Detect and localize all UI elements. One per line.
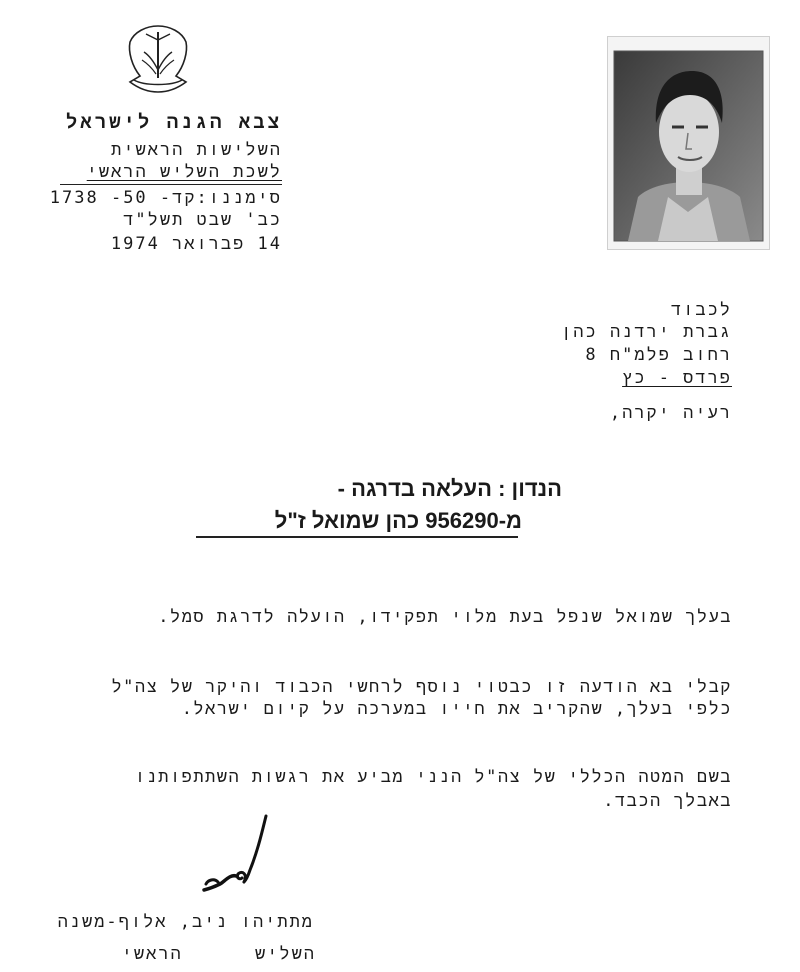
- org-name: צבא הגנה לישראל: [65, 111, 282, 133]
- header-line2: השלישות הראשית: [111, 140, 282, 160]
- addressee-street: רחוב פלמ"ח 8: [585, 345, 732, 365]
- handwritten-signature: [196, 812, 276, 896]
- body-paragraph-3-line1: בשם המטה הכללי של צה"ל הנני מביע את רגשות השתתפותנו: [134, 767, 732, 787]
- addressee-to: לכבוד: [670, 300, 732, 320]
- header-rule: [60, 184, 282, 185]
- portrait-photo: [607, 36, 770, 250]
- body-paragraph-2-line2: כלפי בעלך, שהקריב את חייו במערכה על קיום ישראל.: [181, 699, 732, 719]
- reference-number: סימננו:קד- 50- 1738: [49, 188, 282, 208]
- body-paragraph-2-line1: קבלי בא הודעה זו כבטוי נוסף לרחשי הכבוד והיקר של צה"ל: [111, 677, 732, 697]
- idf-emblem-icon: [118, 22, 198, 96]
- signatory-name: מתתיהו ניב, אלוף-משנה: [57, 912, 314, 932]
- gregorian-date: 14 פברואר 1974: [110, 234, 282, 254]
- greeting: רעיה יקרה,: [609, 403, 732, 423]
- body-paragraph-1: בעלך שמואל שנפל בעת מלוי תפקידו, הועלה לדרגת סמל.: [158, 607, 732, 627]
- subject-underline: [196, 536, 518, 538]
- header-line3: לשכת השליש הראשי: [86, 162, 282, 182]
- signatory-title: השליש הראשי: [121, 944, 316, 964]
- body-paragraph-3-line2: באבלך הכבד.: [603, 791, 732, 811]
- hebrew-date: כב' שבט תשל"ד: [123, 210, 282, 230]
- subject-line2: מ-956290 כהן שמואל ז"ל: [274, 508, 522, 533]
- addressee-name: גברת ירדנה כהן: [561, 322, 732, 342]
- subject-line1: הנדון : העלאה בדרגה -: [337, 476, 562, 501]
- addressee-city: פרדס - כץ: [622, 368, 732, 388]
